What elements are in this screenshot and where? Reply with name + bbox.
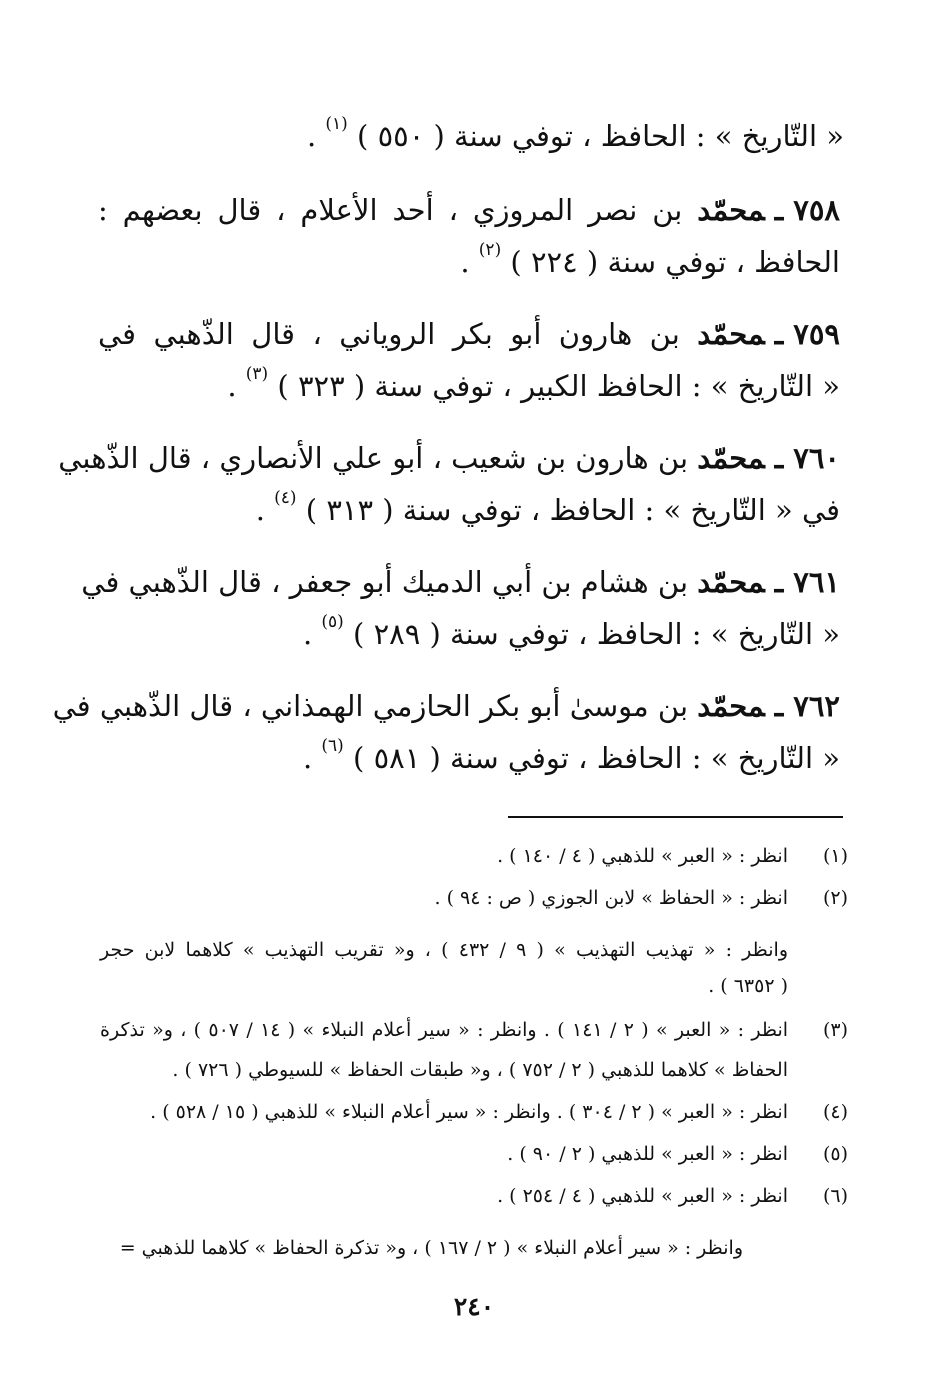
footnote-marker[interactable]: (٤) (274, 488, 297, 509)
entry-end: . (302, 617, 313, 651)
entry-759-line1 (98, 314, 840, 354)
entry-759-line2 (98, 366, 840, 406)
entry-name: محمّد (697, 565, 765, 599)
page-number: ٢٤٠ (453, 1292, 495, 1321)
entry-continuation-line (98, 116, 844, 156)
entry-number: ٧٥٩ (793, 317, 841, 351)
entry-name: محمّد (697, 193, 765, 227)
dash-separator: ـ (774, 317, 784, 351)
entry-762-line1 (52, 686, 840, 726)
entry-text: الحافظ ، توفي سنة ( ٢٢٤ ) (510, 245, 840, 279)
entry-text: بن هارون أبو بكر الروياني ، قال الذّهبي في (98, 317, 680, 351)
entry-text: بن نصر المروزي ، أحد الأعلام ، قال بعضهم : (98, 193, 683, 227)
dash-separator: ـ (774, 565, 784, 599)
entry-text: في « التّاريخ » : الحافظ ، توفي سنة ( ٣١٣ ) (305, 493, 840, 527)
footnote-number: (٤) (822, 1101, 848, 1123)
entry-text: بن هشام بن أبي الدميك أبو جعفر ، قال الذّهبي في (81, 565, 689, 599)
entry-text: « التّاريخ » : الحافظ ، توفي سنة ( ٥٥٠ ) (357, 119, 844, 153)
footnote-marker[interactable]: (٦) (321, 736, 344, 757)
entry-number: ٧٦٢ (793, 689, 840, 723)
dash-separator: ـ (774, 193, 784, 227)
entry-number: ٧٦١ (793, 565, 840, 599)
entry-end: . (255, 493, 265, 527)
entry-end: . (302, 741, 313, 775)
footnote-marker[interactable]: (١) (325, 114, 348, 135)
entry-text: بن موسىٰ أبو بكر الحازمي الهمذاني ، قال الذّهبي في (52, 689, 689, 723)
entry-760-line1 (58, 438, 840, 478)
footnote-marker[interactable]: (٣) (245, 364, 269, 385)
footnote-text: الحفاظ » كلاهما للذهبي ( ٢ / ٧٥٢ ) ، و« طبقات الحفاظ » للسيوطي ( ٧٢٦ ) . (172, 1059, 788, 1081)
entry-end: . (306, 119, 317, 153)
footnote-text: انظر : « العبر » للذهبي ( ٢ / ٩٠ ) . (507, 1143, 788, 1165)
entry-name: محمّد (697, 689, 765, 723)
entry-text: « التّاريخ » : الحافظ الكبير ، توفي سنة ( ٣٢٣ ) (277, 369, 840, 403)
footnote-text: انظر : « العبر » للذهبي ( ٤ / ٢٥٤ ) . (497, 1185, 788, 1207)
entry-761-line1 (81, 562, 840, 602)
entry-number: ٧٥٨ (793, 193, 840, 227)
entry-text: بن هارون بن شعيب ، أبو علي الأنصاري ، قال الذّهبي (58, 441, 689, 475)
footnote-marker[interactable]: (٢) (478, 240, 502, 261)
footnote-text: وانظر : « سير أعلام النبلاء » ( ٢ / ١٦٧ ) ، و« تذكرة الحفاظ » كلاهما للذهبي = (119, 1237, 743, 1259)
footnote-marker[interactable]: (٥) (321, 612, 344, 633)
footnote-text: انظر : « العبر » ( ٢ / ٣٠٤ ) . وانظر : « سير أعلام النبلاء » للذهبي ( ١٥ / ٥٢٨ ) . (150, 1101, 788, 1123)
footnote-number: (١) (822, 845, 848, 867)
entry-end: . (227, 369, 237, 403)
footnote-text: وانظر : « تهذيب التهذيب » ( ٩ / ٤٣٢ ) ، و« تقريب التهذيب » كلاهما لابن حجر (100, 939, 788, 961)
entry-text: « التّاريخ » : الحافظ ، توفي سنة ( ٥٨١ ) (353, 741, 840, 775)
entry-name: محمّد (697, 317, 765, 351)
footnote-number: (٣) (822, 1019, 848, 1041)
entry-end: . (460, 245, 470, 279)
dash-separator: ـ (774, 689, 784, 723)
footnote-number: (٦) (822, 1185, 848, 1207)
entry-name: محمّد (697, 441, 765, 475)
footnote-text: انظر : « العبر » ( ٢ / ١٤١ ) . وانظر : « سير أعلام النبلاء » ( ١٤ / ٥٠٧ ) ، و« تذكرة (100, 1019, 789, 1041)
dash-separator: ـ (774, 441, 784, 475)
entry-762-line2 (98, 738, 840, 778)
footnote-text: انظر : « الحفاظ » لابن الجوزي ( ص : ٩٤ ) . (434, 887, 788, 909)
entry-758-line2 (98, 242, 840, 282)
entry-text: « التّاريخ » : الحافظ ، توفي سنة ( ٢٨٩ ) (353, 617, 840, 651)
entry-760-line2 (98, 490, 840, 530)
entry-761-line2 (98, 614, 840, 654)
footnote-separator (508, 816, 843, 818)
footnote-text: انظر : « العبر » للذهبي ( ٤ / ١٤٠ ) . (497, 845, 788, 867)
footnote-number: (٢) (822, 887, 848, 909)
entry-number: ٧٦٠ (793, 441, 840, 475)
footnote-text: ( ٦٣٥٢ ) . (708, 975, 788, 997)
entry-758-line1 (98, 190, 840, 230)
footnote-number: (٥) (822, 1143, 848, 1165)
